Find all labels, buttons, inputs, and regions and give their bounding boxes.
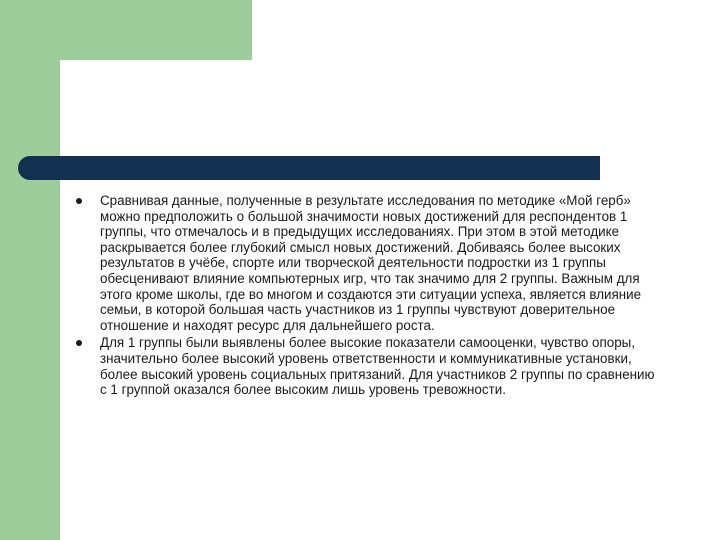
bullet-item [76,335,658,397]
bullet-text: Для 1 группы были выявлены более высокие показатели самооценки, чувство опоры, значительно более высокий уровень ответственности и коммуникативные установки, более высокий уровень социальных притязаний. Для участников 2 группы по сравнению с 1 группой оказался более высоким лишь уровень тревожности. [100,335,655,398]
bullet-text: Сравнивая данные, полученные в результате исследования по методике «Мой герб» можно предположить о большой значимости новых достижений для респондентов 1 группы, что отмечалось и в предыдущих исследованиях. При этом в этой методике раскрывается более глубокий смысл новых достижений. Добиваясь более высоких результатов в учёбе, спорте или творческой деятельности подростки из 1 группы обесценивают влияние компьютерных игр, что так значимо для 2 группы. Важным для этого кроме школы, где во многом и создаются эти ситуации успеха, является влияние семьи, в которой большая часть участников из 1 группы чувствуют доверительное отношение и находят ресурс для дальнейшего роста. [100,193,642,333]
slide-content [76,193,658,400]
bullet-item [76,193,658,333]
title-bar [18,156,600,180]
decorative-green-sidebar [0,0,60,540]
bullet-dot-icon [76,198,82,204]
bullet-dot-icon [76,340,82,346]
decorative-green-header [0,0,252,60]
